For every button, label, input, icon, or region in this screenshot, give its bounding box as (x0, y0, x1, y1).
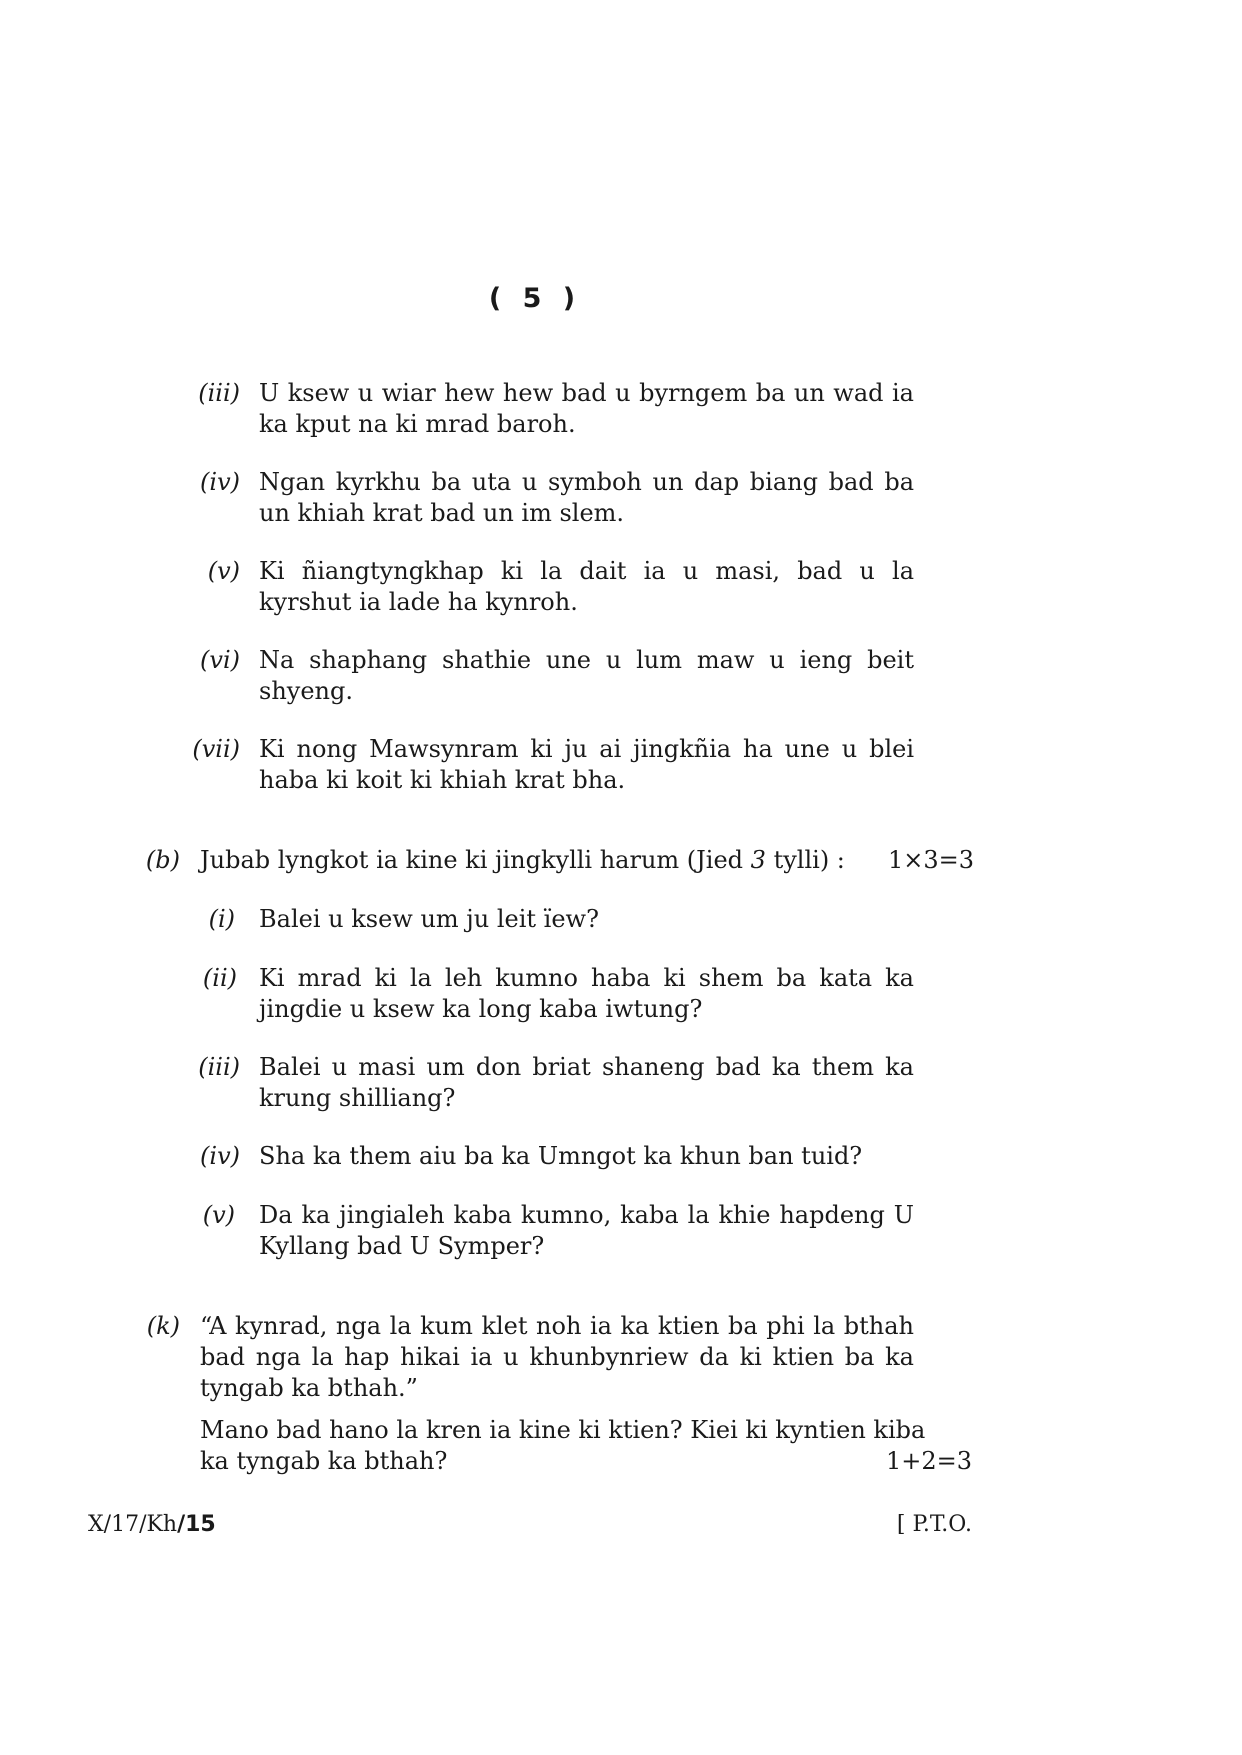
question-label: (b) (145, 846, 180, 874)
item-text: Ngan kyrkhu ba uta u symboh un dap biang bad ba un khiah krat bad un im slem. (259, 468, 914, 527)
pto-label: [ P.T.O. (896, 1512, 972, 1537)
item-text: Balei u masi um don briat shaneng bad ka them ka krung shilliang? (259, 1053, 914, 1112)
item-label: (iv) (200, 1142, 240, 1170)
question-line-1: Mano bad hano la kren ia kine ki ktien? Kiei ki kyntien kiba (200, 1416, 926, 1444)
item-label: (ii) (202, 964, 237, 992)
item-label: (i) (208, 905, 235, 933)
item-text: Ki mrad ki la leh kumno haba ki shem ba kata ka jingdie u ksew ka long kaba iwtung? (259, 964, 914, 1023)
question-label: (k) (146, 1312, 180, 1340)
marks-b: 1×3=3 (887, 846, 974, 874)
question-line-2: ka tyngab ka bthah? (200, 1447, 448, 1475)
item-text: Balei u ksew um ju leit ïew? (259, 905, 599, 933)
marks-k: 1+2=3 (885, 1447, 972, 1475)
paper-code: X/17/Kh/15 (88, 1512, 216, 1537)
item-label: (iii) (198, 379, 240, 407)
item-text: Ki ñiangtyngkhap ki la dait ia u masi, bad u la kyrshut ia lade ha kynroh. (259, 557, 914, 616)
choice-count: 3 (750, 846, 766, 874)
item-label: (vii) (192, 735, 240, 763)
item-text: U ksew u wiar hew hew bad u byrngem ba un wad ia ka kput na ki mrad baroh. (259, 379, 914, 438)
item-text: Na shaphang shathie une u lum maw u ieng beit shyeng. (259, 646, 914, 705)
item-text: Da ka jingialeh kaba kumno, kaba la khie hapdeng U Kyllang bad U Symper? (259, 1201, 914, 1260)
question-prompt: Jubab lyngkot ia kine ki jingkylli harum (Jied 3 tylli) : (200, 846, 845, 874)
item-label: (iv) (200, 468, 240, 496)
item-label: (iii) (198, 1053, 240, 1081)
item-label: (v) (202, 1201, 235, 1229)
item-text: Ki nong Mawsynram ki ju ai jingkñia ha une u blei haba ki koit ki khiah krat bha. (259, 735, 914, 794)
item-text: Sha ka them aiu ba ka Umngot ka khun ban tuid? (259, 1142, 863, 1170)
item-label: (vi) (200, 646, 240, 674)
item-label: (v) (207, 557, 240, 585)
page-number: ( 5 ) (488, 283, 582, 314)
question-quote: “A kynrad, nga la kum klet noh ia ka ktien ba phi la bthah bad nga la hap hikai ia u khunbynriew da ki ktien ba ka tyngab ka bthah.” (200, 1312, 914, 1402)
